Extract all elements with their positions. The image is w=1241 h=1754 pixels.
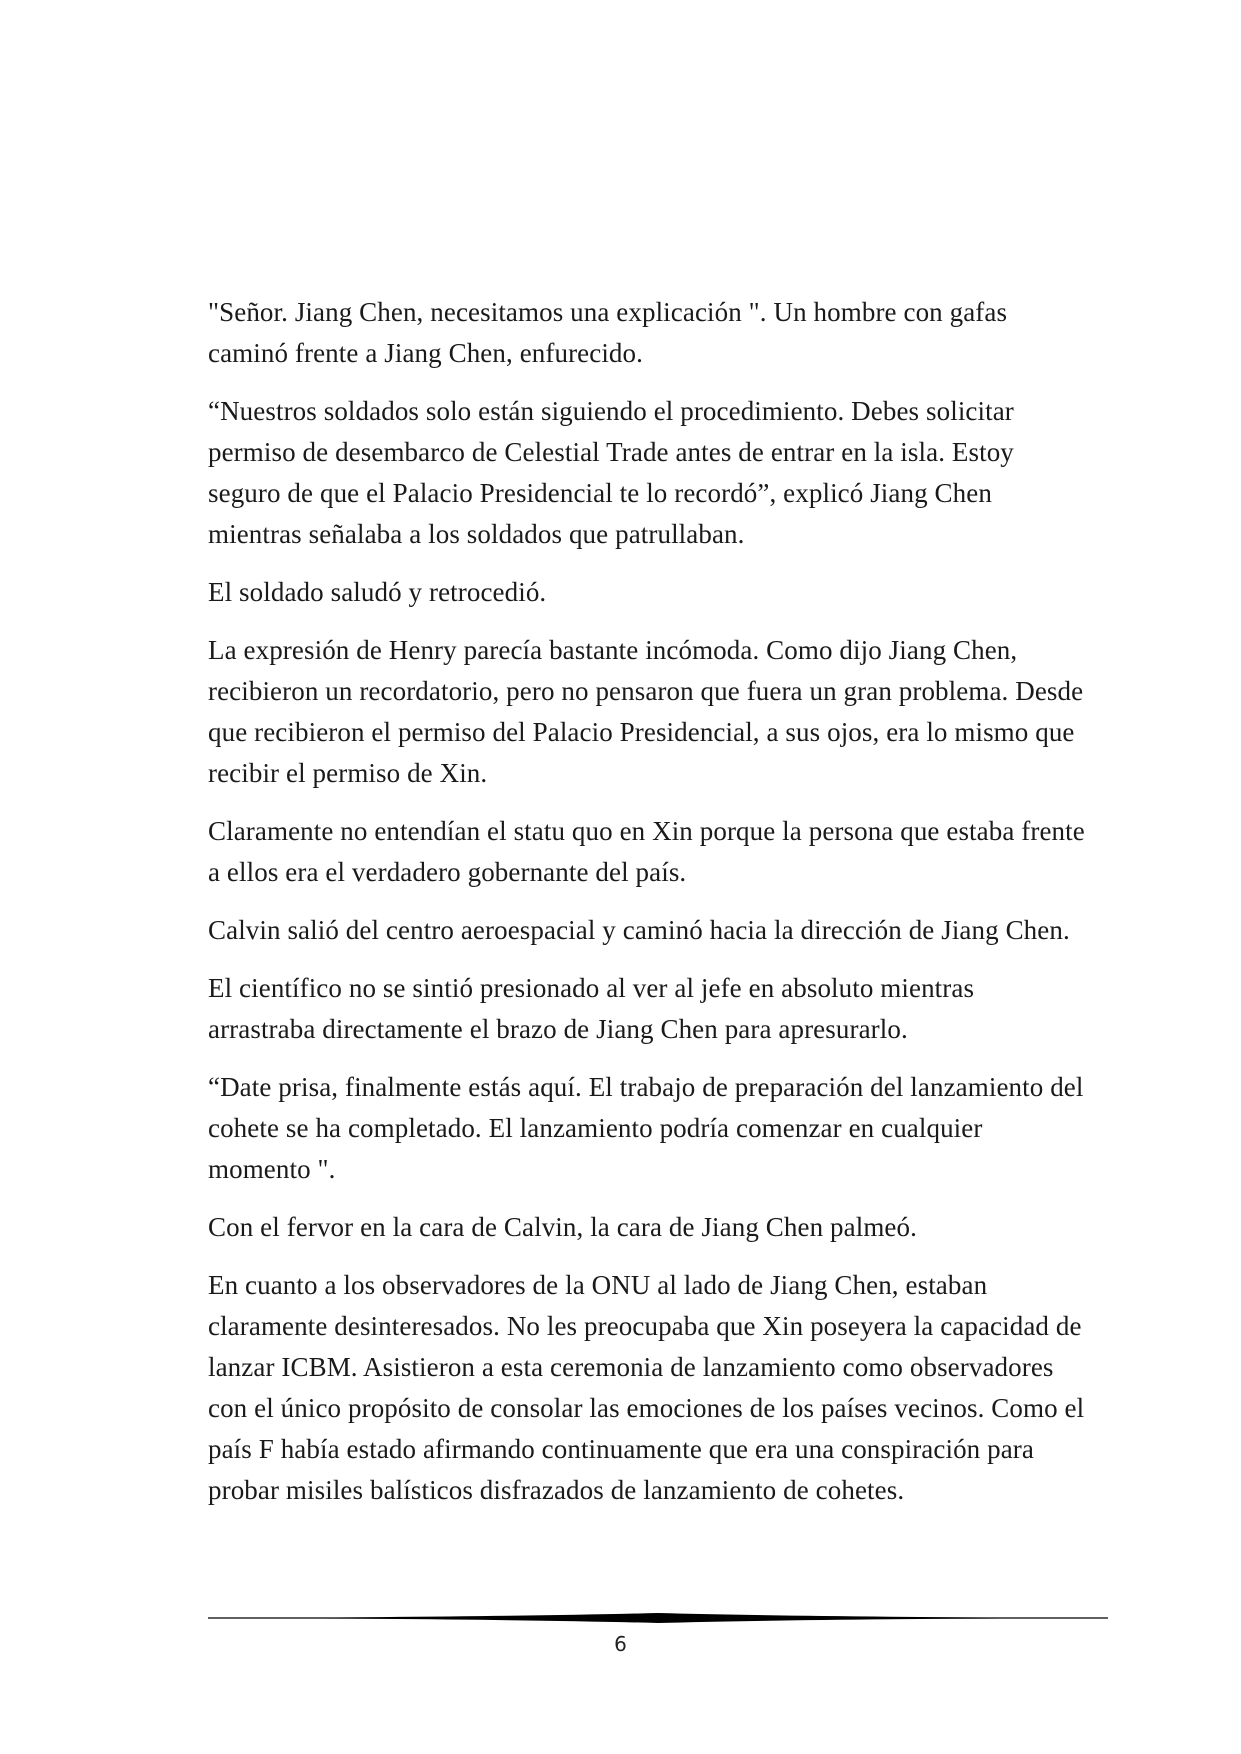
paragraph: Calvin salió del centro aeroespacial y caminó hacia la dirección de Jiang Chen. (208, 915, 1070, 945)
paragraph: Claramente no entendían el statu quo en Xin porque la persona que estaba frente a ellos era el verdadero gobernante del país. (208, 816, 1085, 887)
page-number: 6 (614, 1632, 627, 1656)
paragraph: El soldado saludó y retrocedió. (208, 577, 547, 607)
paragraph: En cuanto a los observadores de la ONU al lado de Jiang Chen, estaban claramente desinteresados. No les preocupaba que Xin poseyera la capacidad de lanzar ICBM. Asistieron a esta ceremonia de lanzamiento como observadores con el único propósito de consolar las emociones de los países vecinos. Como el país F había estado afirmando continuamente que era una conspiración para probar misiles balísticos disfrazados de lanzamiento de cohetes. (208, 1270, 1085, 1505)
paragraph: “Nuestros soldados solo están siguiendo el procedimiento. Debes solicitar permiso de desembarco de Celestial Trade antes de entrar en la isla. Estoy seguro de que el Palacio Presidencial te lo recordó”, explicó Jiang Chen mientras señalaba a los soldados que patrullaban. (208, 396, 1014, 549)
paragraph: El científico no se sintió presionado al ver al jefe en absoluto mientras arrastraba directamente el brazo de Jiang Chen para apresurarlo. (208, 973, 975, 1044)
footer-divider (208, 1612, 1108, 1624)
paragraph: La expresión de Henry parecía bastante incómoda. Como dijo Jiang Chen, recibieron un recordatorio, pero no pensaron que fuera un gran problema. Desde que recibieron el permiso del Palacio Presidencial, a sus ojos, era lo mismo que recibir el permiso de Xin. (208, 635, 1084, 788)
paragraph: Con el fervor en la cara de Calvin, la cara de Jiang Chen palmeó. (208, 1212, 917, 1242)
paragraph: “Date prisa, finalmente estás aquí. El trabajo de preparación del lanzamiento del cohete se ha completado. El lanzamiento podría comenzar en cualquier momento ". (208, 1072, 1084, 1184)
body-text (208, 292, 1088, 1528)
paragraph: "Señor. Jiang Chen, necesitamos una explicación ". Un hombre con gafas caminó frente a Jiang Chen, enfurecido. (208, 297, 1008, 368)
